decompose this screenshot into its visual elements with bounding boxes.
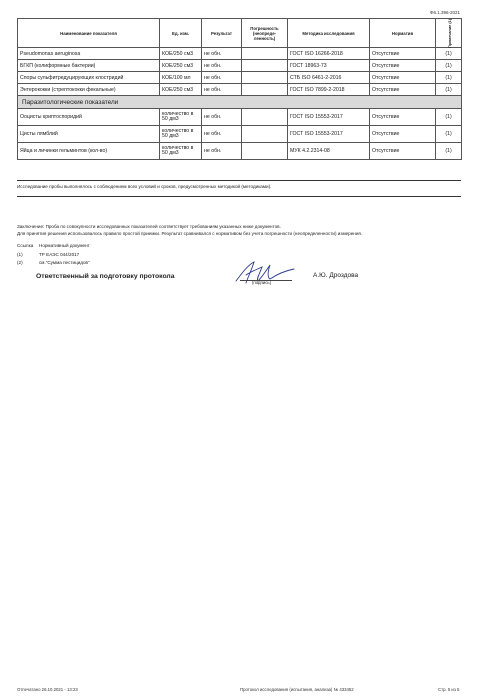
ref-key: (2) [17,260,23,265]
reference-item [17,260,90,265]
row-result: не обн. [202,126,242,143]
references-header [17,243,90,248]
page-number: Стр. 5 из 5 [438,687,460,692]
row-method: ГОСТ ISO 15553-2017 [288,126,370,143]
row-name: Яйца и личинки гельминтов (кол-во) [18,143,160,160]
ref-key: (1) [17,251,23,257]
conclusion-line-1: Заключение: Проба по совокупности исследованных показателей соответствует требованиям указанных ниже документов. [17,224,281,229]
group-row [18,96,462,109]
printed-timestamp: Отпечатано 26.10.2021 - 13:23 [17,687,78,692]
row-uncertainty [242,143,288,160]
row-note: (1) [436,126,462,143]
header-method: Методика исследования [288,19,370,48]
row-norm: Отсутствие [370,109,436,126]
row-result: не обн. [202,109,242,126]
row-result: не обн. [202,60,242,72]
row-uncertainty [242,60,288,72]
row-name: Энтерококки (стрептококки фекальные) [18,84,160,96]
row-method: ГОСТ ISO 16266-2018 [288,48,370,60]
table-header-row [18,19,462,48]
row-note: (1) [436,72,462,84]
row-result: не обн. [202,143,242,160]
row-method: МУК 4.2.2314-08 [288,143,370,160]
document-code: Ф6.1.396-2021 [430,10,460,15]
row-uncertainty [242,48,288,60]
table-row [18,84,462,96]
header-norm: Норматив [370,19,436,48]
header-unit: Ед. изм. [160,19,202,48]
header-note: Примечание (1) [436,19,462,48]
row-note: (1) [436,109,462,126]
ref-value: Нормативный документ [39,243,90,248]
ref-value: ТР ЕАЭС 044/2017 [39,251,80,257]
row-note: (1) [436,84,462,96]
references-block [17,243,90,269]
row-method: ГОСТ ISO 7899-2-2018 [288,84,370,96]
row-uncertainty [242,126,288,143]
divider [17,180,461,181]
row-unit: количество в 50 дм3 [160,126,202,143]
row-norm: Отсутствие [370,84,436,96]
ref-value: см."Сумма пестицидов" [39,260,90,265]
row-name: БГКП (колиформные бактерии) [18,60,160,72]
row-uncertainty [242,72,288,84]
row-uncertainty [242,109,288,126]
responsible-label: Ответственный за подготовку протокола [36,273,175,280]
header-uncertainty: Погрешность (неопреде-ленность) [242,19,288,48]
row-name: Споры сульфитредуцирующих клостридий [18,72,160,84]
group-title: Паразитологические показатели [18,96,462,109]
row-norm: Отсутствие [370,143,436,160]
row-unit: количество в 50 дм3 [160,143,202,160]
table-row [18,72,462,84]
row-unit: КОЕ/250 см3 [160,84,202,96]
divider [17,196,461,197]
row-unit: КОЕ/250 см3 [160,60,202,72]
row-result: не обн. [202,48,242,60]
row-method: ГОСТ 18963-73 [288,60,370,72]
table-row [18,60,462,72]
row-note: (1) [436,143,462,160]
row-norm: Отсутствие [370,48,436,60]
statement-text: Исследование пробы выполнялось с соблюдением всех условий и сроков, предусмотренных методикой (методиками). [17,184,272,189]
row-method: СТБ ISO 6461-2-2016 [288,72,370,84]
row-unit: КОЕ/250 см3 [160,48,202,60]
results-table [17,18,462,160]
row-result: не обн. [202,72,242,84]
signature-caption: (подпись) [252,280,272,285]
row-note: (1) [436,60,462,72]
table-row [18,109,462,126]
row-note: (1) [436,48,462,60]
row-name: Ооцисты криптоспоридий [18,109,160,126]
conclusion-line-2: Для принятия решения использовалось правило простой приемки. Результат сравнивался с нормативом без учета погрешности (неопределенности) измерения. [17,231,363,236]
row-method: ГОСТ ISO 15553-2017 [288,109,370,126]
row-unit: КОЕ/100 мл [160,72,202,84]
table-row [18,143,462,160]
row-norm: Отсутствие [370,126,436,143]
table-row [18,126,462,143]
row-norm: Отсутствие [370,60,436,72]
row-name: Pseudomonas aeruginosa [18,48,160,60]
row-name: Цисты лямблий [18,126,160,143]
table-row [18,48,462,60]
protocol-number: Протокол исследования (испытания, анализа) № 433452 [240,687,354,692]
row-result: не обн. [202,84,242,96]
signer-name: А.Ю. Дроздова [313,272,359,279]
reference-item [17,252,90,257]
ref-key: Ссылка [17,243,34,248]
row-uncertainty [242,84,288,96]
row-norm: Отсутствие [370,72,436,84]
row-unit: количество в 50 дм3 [160,109,202,126]
header-name: Наименование показателя [18,19,160,48]
header-result: Результат [202,19,242,48]
